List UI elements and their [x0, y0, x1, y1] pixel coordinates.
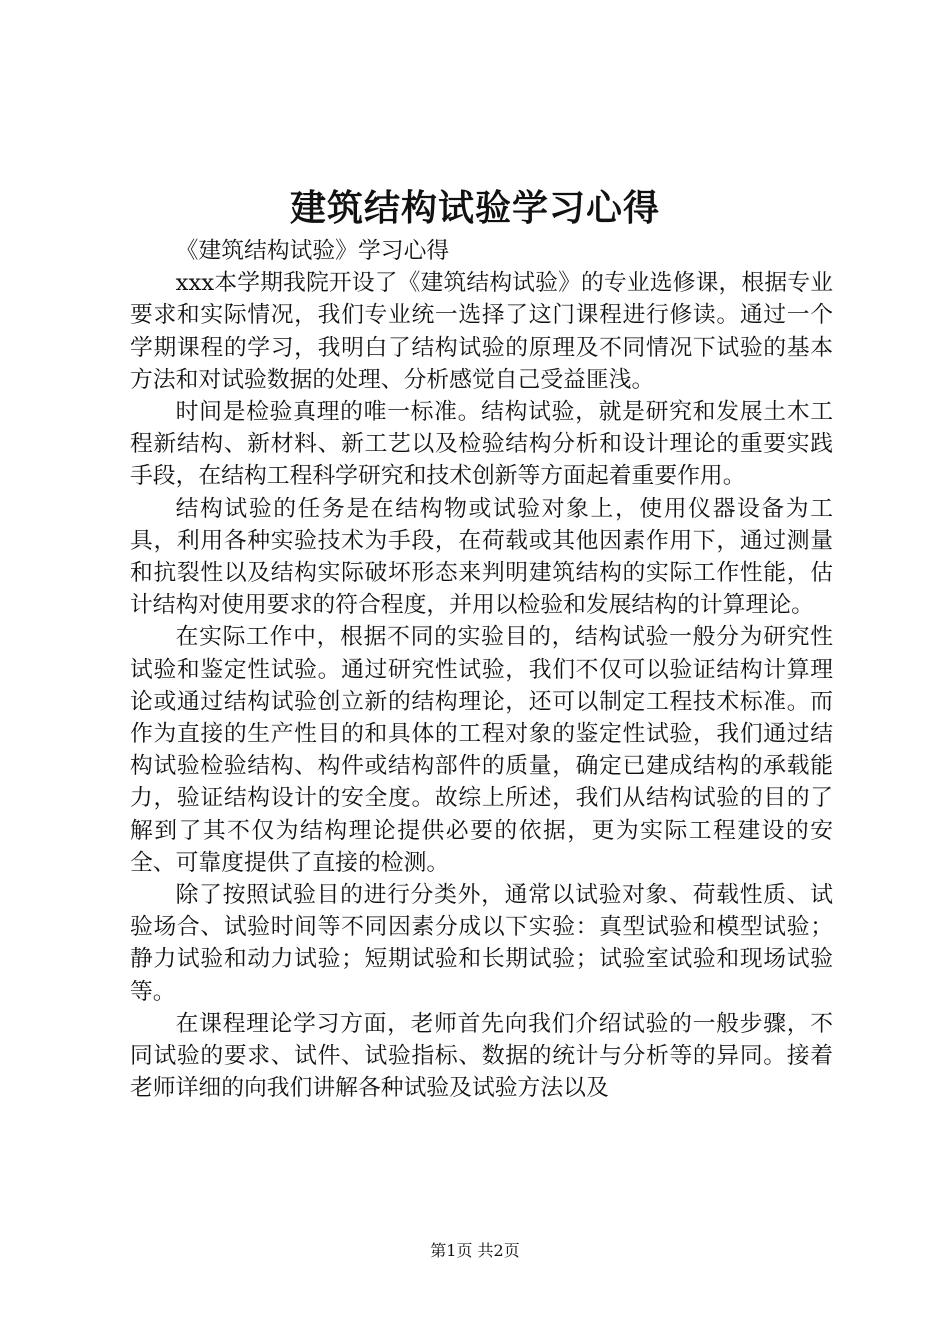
body-paragraph: 在课程理论学习方面，老师首先向我们介绍试验的一般步骤，不同试验的要求、试件、试验指标、数据的统计与分析等的异同。接着老师详细的向我们讲解各种试验及试验方法以及: [130, 1010, 833, 1102]
document-title: 建筑结构试验学习心得: [289, 187, 660, 229]
page-number: 第1页 共2页: [430, 1241, 520, 1260]
body-paragraph: xxx本学期我院开设了《建筑结构试验》的专业选修课，根据专业要求和实际情况，我们专业统一选择了这门课程进行修读。通过一个学期课程的学习，我明白了结构试验的原理及不同情况下试验的基本方法和对试验数据的处理、分析感觉自己受益匪浅。: [130, 270, 833, 393]
document-body: [130, 235, 833, 1104]
body-paragraph: 时间是检验真理的唯一标准。结构试验，就是研究和发展土木工程新结构、新材料、新工艺以及检验结构分析和设计理论的重要实践手段，在结构工程科学研究和技术创新等方面起着重要作用。: [130, 399, 833, 490]
body-paragraph: 在实际工作中，根据不同的实验目的，结构试验一般分为研究性试验和鉴定性试验。通过研究性试验，我们不仅可以验证结构计算理论或通过结构试验创立新的结构理论，还可以制定工程技术标准。而作为直接的生产性目的和具体的工程对象的鉴定性试验，我们通过结构试验检验结构、构件或结构部件的质量，确定已建成结构的承载能力，验证结构设计的安全度。故综上所述，我们从结构试验的目的了解到了其不仅为结构理论提供必要的依据，更为实际工程建设的安全、可靠度提供了直接的检测。: [130, 624, 833, 876]
subtitle-paragraph: 《建筑结构试验》学习心得: [175, 238, 450, 264]
body-paragraph: 结构试验的任务是在结构物或试验对象上，使用仪器设备为工具，利用各种实验技术为手段，在荷载或其他因素作用下，通过测量和抗裂性以及结构实际破坏形态来判明建筑结构的实际工作性能，估计结构对使用要求的符合程度，并用以检验和发展结构的计算理论。: [130, 495, 833, 619]
body-paragraph: 除了按照试验目的进行分类外，通常以试验对象、荷载性质、试验场合、试验时间等不同因素分成以下实验：真型试验和模型试验；静力试验和动力试验；短期试验和长期试验；试验室试验和现场试验等。: [130, 882, 833, 1005]
